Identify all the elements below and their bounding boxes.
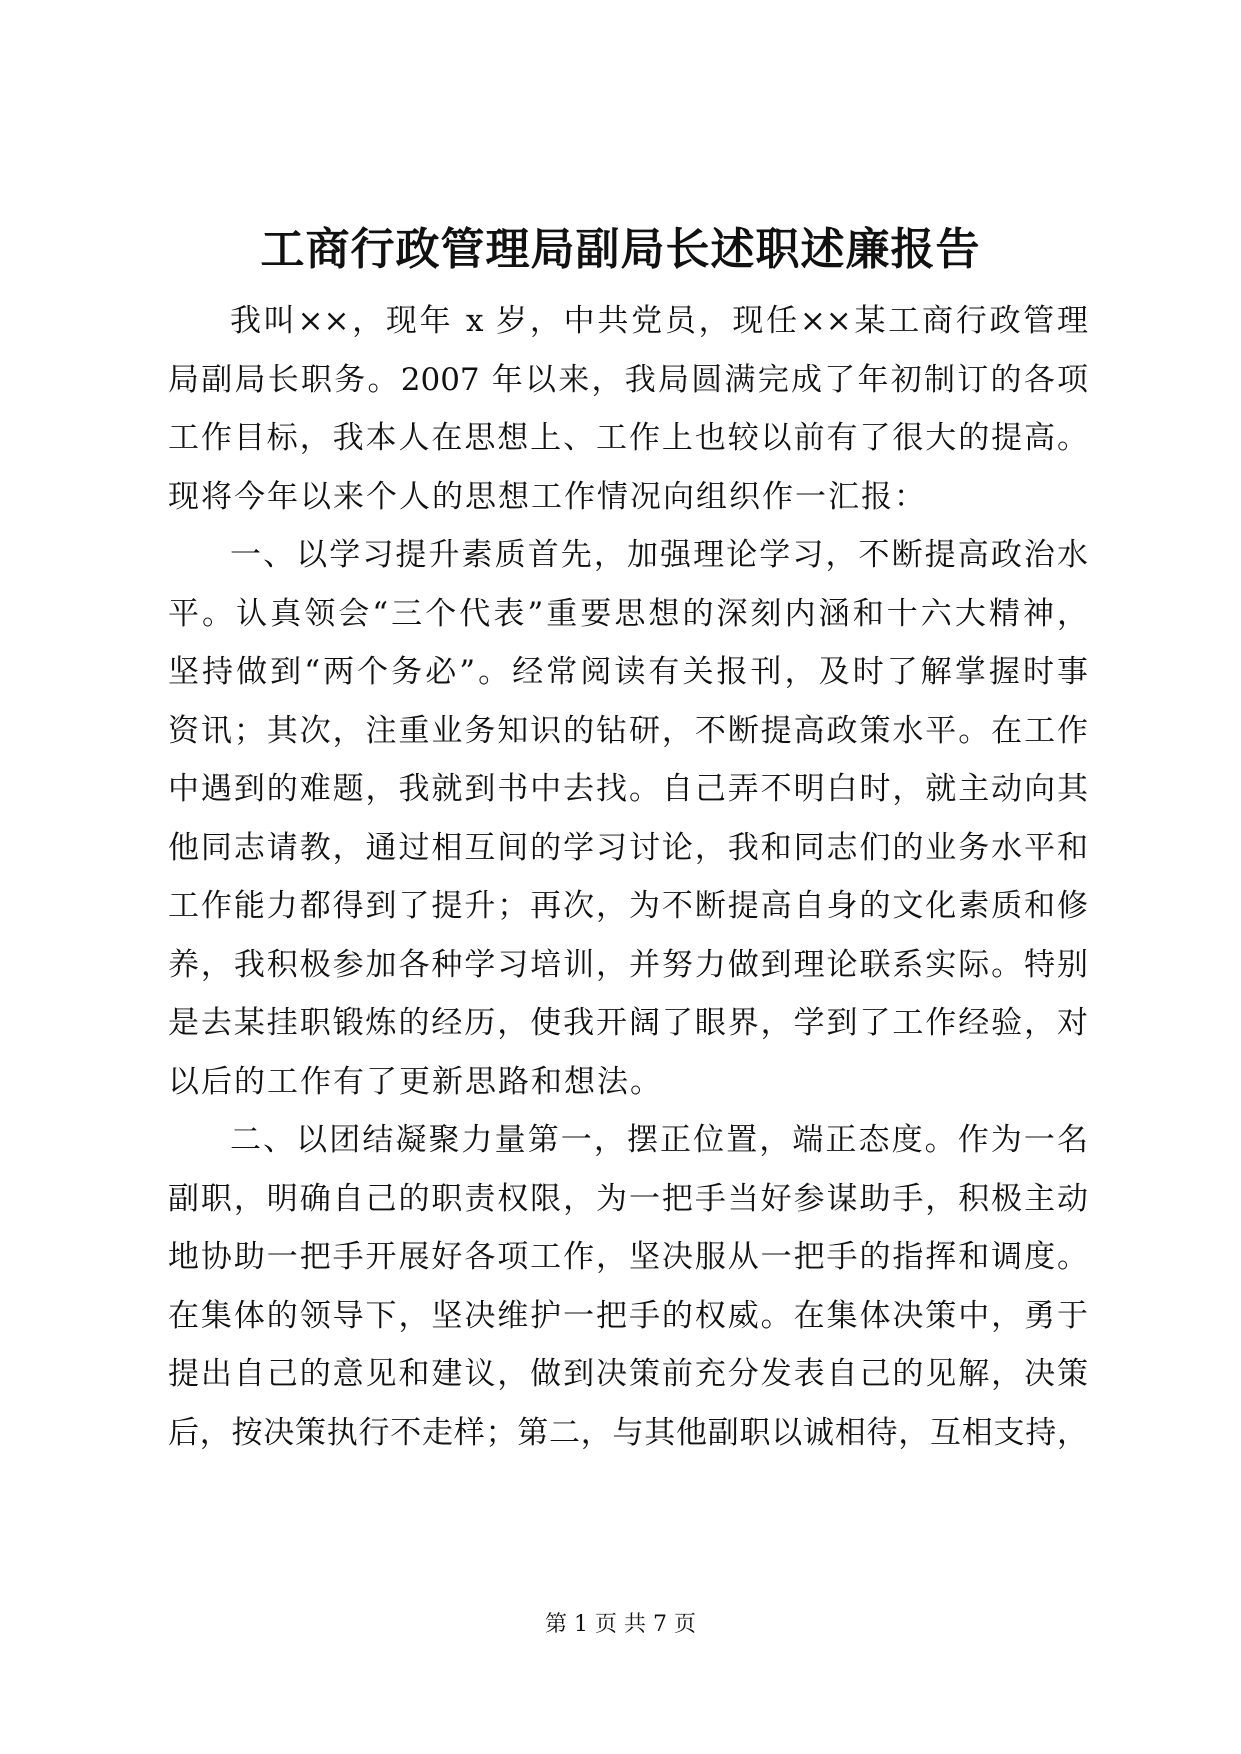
- paragraph-3-line-3: 地协助一把手开展好各项工作，坚决服从一把手的指挥和调度。: [168, 1239, 1088, 1275]
- page-number-footer: 第 1 页 共 7 页: [545, 1612, 696, 1637]
- paragraph-2-line-9: 是去某挂职锻炼的经历，使我开阔了眼界，学到了工作经验，对: [168, 1005, 1088, 1041]
- paragraph-2-line-7: 工作能力都得到了提升；再次，为不断提高自身的文化素质和修: [168, 888, 1088, 924]
- paragraph-3-line-1: 二、以团结凝聚力量第一，摆正位置，端正态度。作为一名: [230, 1122, 1088, 1158]
- paragraph-2-line-8: 养，我积极参加各种学习培训，并努力做到理论联系实际。特别: [168, 946, 1088, 983]
- paragraph-3-line-6: 后，按决策执行不走样；第二，与其他副职以诚相待，互相支持，: [168, 1414, 1088, 1451]
- paragraph-3-line-4: 在集体的领导下，坚决维护一把手的权威。在集体决策中，勇于: [168, 1297, 1088, 1334]
- paragraph-2-line-2: 平。认真领会“三个代表”重要思想的深刻内涵和十六大精神，: [168, 595, 1088, 632]
- paragraph-2-line-6: 他同志请教，通过相互间的学习讨论，我和同志们的业务水平和: [168, 829, 1088, 866]
- paragraph-2-line-4: 资讯；其次，注重业务知识的钻研，不断提高政策水平。在工作: [168, 712, 1088, 749]
- paragraph-1-line-1: 我叫××，现年 x 岁，中共党员，现任××某工商行政管理: [230, 303, 1088, 339]
- paragraph-1-line-4: 现将今年以来个人的思想工作情况向组织作一汇报：: [168, 478, 927, 515]
- paragraph-3-line-5: 提出自己的意见和建议，做到决策前充分发表自己的见解，决策: [168, 1356, 1088, 1392]
- paragraph-1-line-3: 工作目标，我本人在思想上、工作上也较以前有了很大的提高。: [168, 420, 1088, 456]
- paragraph-2-line-3: 坚持做到“两个务必”。经常阅读有关报刊，及时了解掌握时事: [168, 654, 1088, 690]
- paragraph-2-line-10: 以后的工作有了更新思路和想法。: [168, 1063, 663, 1100]
- document-body: [168, 292, 1088, 1462]
- paragraph-2-line-5: 中遇到的难题，我就到书中去找。自己弄不明白时，就主动向其: [168, 771, 1088, 807]
- document-title: 工商行政管理局副局长述职述廉报告: [260, 224, 981, 275]
- paragraph-2-line-1: 一、以学习提升素质首先，加强理论学习，不断提高政治水: [230, 537, 1088, 573]
- paragraph-3-line-2: 副职，明确自己的职责权限，为一把手当好参谋助手，积极主动: [168, 1180, 1088, 1217]
- paragraph-1-line-2: 局副局长职务。2007 年以来，我局圆满完成了年初制订的各项: [168, 361, 1088, 398]
